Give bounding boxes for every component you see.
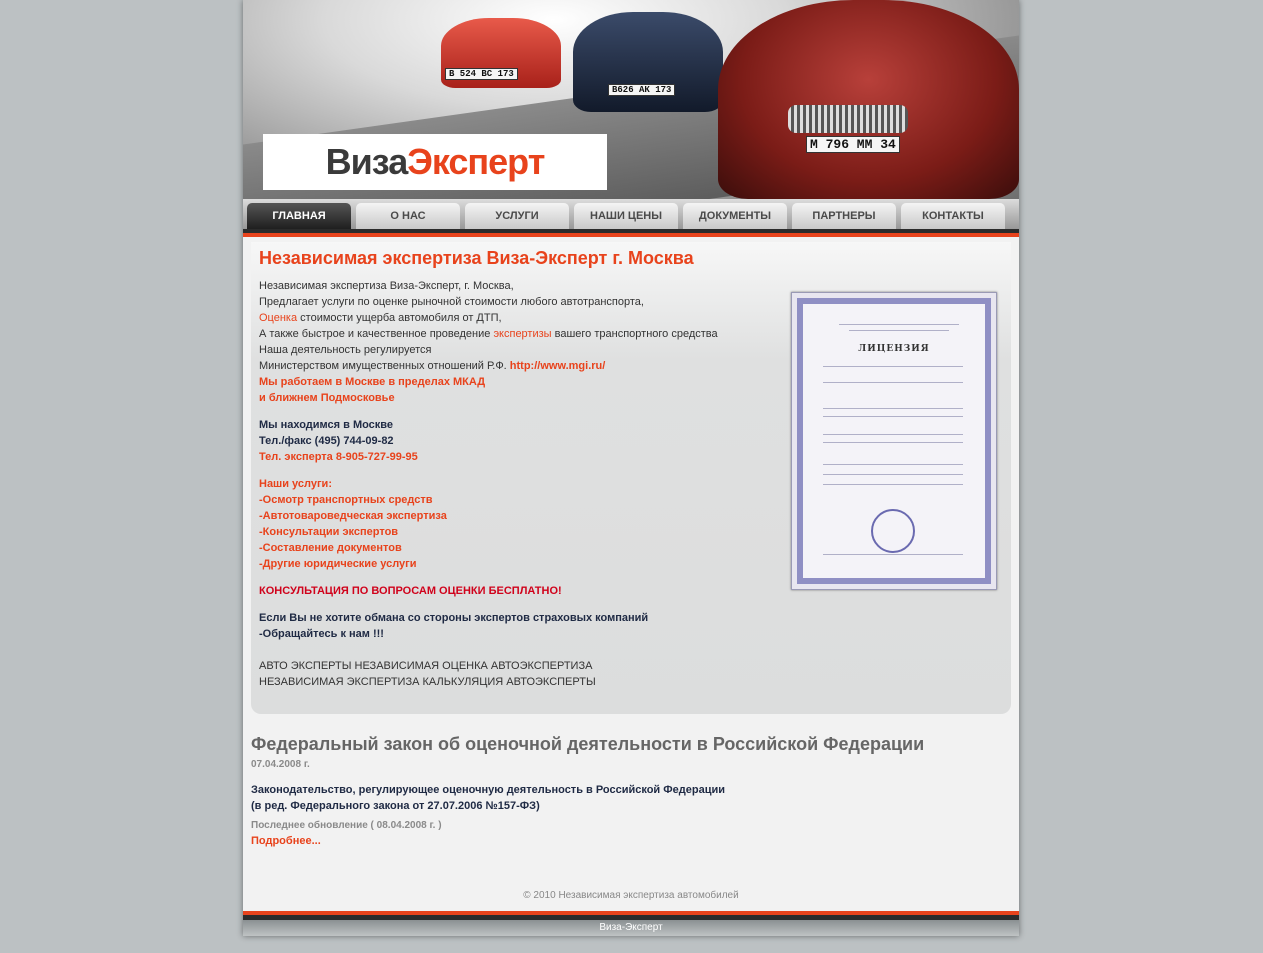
intro-line-4-pre: А также быстрое и качественное проведение — [259, 328, 494, 340]
logo-text-part2: Эксперт — [407, 141, 545, 182]
intro-line-7: Мы работаем в Москве в пределах МКАД — [259, 376, 486, 388]
keywords-line-2: НЕЗАВИСИМАЯ ЭКСПЕРТИЗА КАЛЬКУЛЯЦИЯ АВТОЭКСПЕРТЫ — [259, 676, 596, 688]
page-title: Независимая экспертиза Виза-Эксперт г. Москва — [259, 248, 694, 268]
logo-text-part1: Виза — [325, 141, 408, 182]
tab-home[interactable]: ГЛАВНАЯ — [247, 203, 351, 229]
license-stamp — [871, 509, 915, 553]
license-line — [823, 408, 963, 409]
license-line — [823, 366, 963, 367]
site-logo[interactable] — [263, 134, 607, 190]
service-item: -Составление документов — [259, 542, 402, 554]
intro-line-3 — [259, 310, 502, 326]
news-body-2: (в ред. Федерального закона от 27.07.2006 №157-ФЗ) — [251, 800, 540, 812]
license-line — [823, 442, 963, 443]
license-line — [839, 324, 959, 325]
license-title: ЛИЦЕНЗИЯ — [858, 344, 930, 354]
license-line — [823, 382, 963, 383]
service-item: -Осмотр транспортных средств — [259, 494, 433, 506]
services-heading: Наши услуги: — [259, 478, 332, 490]
news-date: 07.04.2008 г. — [251, 759, 310, 770]
banner-car-maroon — [718, 0, 1019, 199]
license-line — [823, 416, 963, 417]
contact-phone: Тел./факс (495) 744-09-82 — [259, 435, 394, 447]
news-section — [251, 734, 1011, 849]
banner-car-blue — [573, 12, 723, 112]
service-item: -Автотовароведческая экспертиза — [259, 510, 447, 522]
news-more-link[interactable]: Подробнее... — [251, 835, 321, 847]
tab-prices[interactable]: НАШИ ЦЕНЫ — [574, 203, 678, 229]
intro-line-3-rest: стоимости ущерба автомобиля от ДТП, — [297, 312, 502, 324]
service-item: -Другие юридические услуги — [259, 558, 417, 570]
tab-contacts[interactable]: КОНТАКТЫ — [901, 203, 1005, 229]
header-banner — [243, 0, 1019, 199]
tab-documents[interactable]: ДОКУМЕНТЫ — [683, 203, 787, 229]
intro-line-6-pre: Министерством имущественных отношений Р.Ф. — [259, 360, 510, 372]
intro-line-8: и ближнем Подмосковье — [259, 392, 395, 404]
intro-line-1: Независимая экспертиза Виза-Эксперт, г. Москва, — [259, 280, 514, 292]
page-container — [243, 0, 1019, 936]
tab-about[interactable]: О НАС — [356, 203, 460, 229]
main-content — [251, 242, 1011, 714]
license-frame — [797, 298, 991, 584]
news-title: Федеральный закон об оценочной деятельности в Российской Федерации — [251, 734, 925, 754]
banner-car-grille — [788, 105, 908, 133]
tab-partners[interactable]: ПАРТНЕРЫ — [792, 203, 896, 229]
footer-copyright: © 2010 Независимая экспертиза автомобилей — [523, 890, 739, 901]
tab-services[interactable]: УСЛУГИ — [465, 203, 569, 229]
intro-line-6 — [259, 358, 605, 374]
license-line — [823, 434, 963, 435]
keywords-line-1: АВТО ЭКСПЕРТЫ НЕЗАВИСИМАЯ ОЦЕНКА АВТОЭКСПЕРТИЗА — [259, 660, 593, 672]
license-image[interactable] — [791, 292, 997, 590]
plate-3: М 796 ММ 34 — [806, 136, 900, 153]
warning-line-2: -Обращайтесь к нам !!! — [259, 628, 384, 640]
intro-line-5: Наша деятельность регулируется — [259, 344, 432, 356]
link-evaluation[interactable]: Оценка — [259, 312, 298, 324]
free-consultation-note: КОНСУЛЬТАЦИЯ ПО ВОПРОСАМ ОЦЕНКИ БЕСПЛАТНО! — [259, 585, 562, 597]
link-expertise[interactable]: экспертизы — [493, 328, 552, 340]
link-mgi[interactable]: http://www.mgi.ru/ — [509, 360, 606, 372]
license-line — [823, 474, 963, 475]
license-line — [823, 484, 963, 485]
footer-bottom-bar: Виза-Эксперт — [243, 920, 1019, 936]
plate-2: В626 АК 173 — [608, 84, 675, 96]
contact-expert-phone: Тел. эксперта 8-905-727-99-95 — [259, 451, 418, 463]
intro-line-4-post: вашего транспортного средства — [551, 328, 718, 340]
license-line — [823, 554, 963, 555]
nav-divider-red — [243, 233, 1019, 237]
main-nav — [243, 199, 1019, 233]
license-line — [849, 330, 949, 331]
service-item: -Консультации экспертов — [259, 526, 399, 538]
contact-location: Мы находимся в Москве — [259, 419, 394, 431]
intro-line-4 — [259, 326, 718, 342]
warning-line-1: Если Вы не хотите обмана со стороны экспертов страховых компаний — [259, 612, 649, 624]
plate-1: В 524 ВС 173 — [445, 68, 518, 80]
intro-line-2: Предлагает услуги по оценке рыночной стоимости любого автотранспорта, — [259, 296, 644, 308]
license-line — [823, 464, 963, 465]
news-updated: Последнее обновление ( 08.04.2008 г. ) — [251, 820, 442, 831]
news-body-1: Законодательство, регулирующее оценочную деятельность в Российской Федерации — [251, 784, 725, 796]
